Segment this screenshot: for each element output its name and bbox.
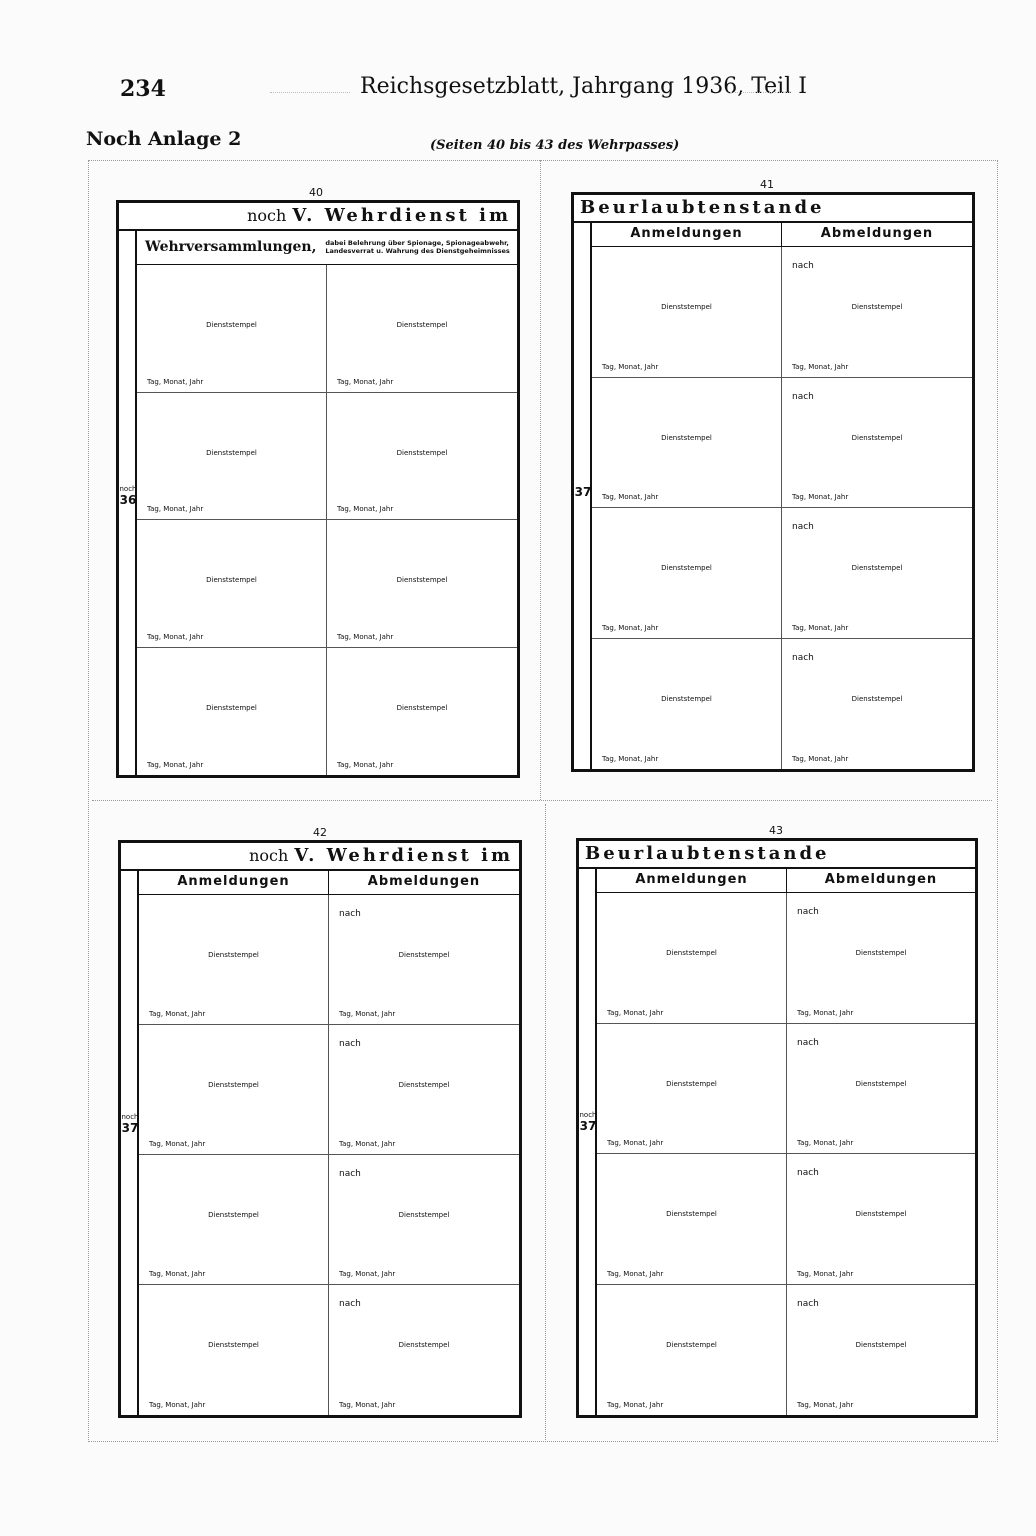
margin-small: noch	[121, 1113, 139, 1121]
dienststempel-label: Dienststempel	[208, 1211, 259, 1219]
date-label: Tag, Monat, Jahr	[337, 505, 394, 513]
form-page-41	[571, 192, 975, 772]
dienststempel-label: Dienststempel	[396, 576, 448, 584]
stamp-cell	[329, 895, 519, 1025]
date-label: Tag, Monat, Jahr	[147, 505, 204, 513]
nach-label: nach	[792, 391, 814, 402]
column-divider	[540, 160, 541, 800]
stamp-cell	[327, 648, 517, 776]
margin-column	[119, 231, 137, 775]
stamp-cell	[329, 1285, 519, 1415]
date-label: Tag, Monat, Jahr	[339, 1010, 396, 1018]
title-text: Beurlaubtenstande	[585, 843, 830, 864]
dienststempel-label: Dienststempel	[206, 703, 257, 712]
stamp-cell	[787, 893, 975, 1024]
title-text: V. Wehrdienst im	[294, 845, 513, 866]
date-label: Tag, Monat, Jahr	[149, 1270, 206, 1278]
date-label: Tag, Monat, Jahr	[339, 1270, 396, 1278]
date-label: Tag, Monat, Jahr	[797, 1139, 854, 1147]
date-label: Tag, Monat, Jahr	[607, 1008, 664, 1017]
date-label: Tag, Monat, Jahr	[147, 377, 204, 386]
col-head-abmeldungen: Abmeldungen	[782, 223, 972, 247]
form-title	[121, 843, 519, 871]
dienststempel-label: Dienststempel	[206, 321, 257, 329]
form-title	[579, 841, 975, 869]
stamp-cell	[592, 639, 782, 770]
date-label: Tag, Monat, Jahr	[607, 1269, 664, 1278]
stamp-cell	[137, 520, 327, 648]
margin-small: noch	[579, 1111, 597, 1119]
stamp-cell	[329, 1155, 519, 1285]
dienststempel-label: Dienststempel	[855, 1210, 907, 1218]
dienststempel-label: Dienststempel	[398, 951, 450, 959]
form-page-number: 43	[769, 824, 783, 837]
form-page-number: 42	[313, 826, 327, 839]
col-head-anmeldungen: Anmeldungen	[597, 869, 787, 893]
date-label: Tag, Monat, Jahr	[602, 755, 659, 763]
dienststempel-label: Dienststempel	[396, 703, 448, 712]
header-rule	[270, 92, 350, 93]
date-label: Tag, Monat, Jahr	[337, 761, 394, 769]
date-label: Tag, Monat, Jahr	[602, 493, 659, 501]
dienststempel-label: Dienststempel	[206, 448, 257, 457]
date-label: Tag, Monat, Jahr	[792, 493, 849, 501]
page-number: 234	[120, 76, 166, 102]
nach-label: nach	[339, 1169, 361, 1179]
date-label: Tag, Monat, Jahr	[607, 1401, 664, 1409]
section-label: Wehrversammlungen,	[145, 239, 317, 255]
dienststempel-label: Dienststempel	[396, 448, 448, 457]
nach-label: nach	[797, 1168, 819, 1178]
dienststempel-label: Dienststempel	[398, 1211, 450, 1219]
date-label: Tag, Monat, Jahr	[797, 1008, 854, 1017]
margin-number: 36	[119, 493, 137, 507]
date-label: Tag, Monat, Jahr	[149, 1401, 206, 1409]
col-head-anmeldungen: Anmeldungen	[139, 871, 329, 895]
section-note	[325, 239, 509, 255]
nach-label: nach	[792, 261, 814, 271]
annex-label: Noch Anlage 2	[86, 128, 242, 150]
dienststempel-label: Dienststempel	[851, 694, 903, 703]
margin-column	[574, 223, 592, 769]
stamp-cell	[597, 1024, 787, 1155]
dienststempel-label: Dienststempel	[855, 949, 907, 957]
margin-column	[121, 871, 139, 1415]
stamp-cell	[787, 1285, 975, 1416]
date-label: Tag, Monat, Jahr	[602, 362, 659, 371]
stamp-cell	[597, 1285, 787, 1416]
stamp-cell	[327, 265, 517, 393]
nach-label: nach	[339, 1299, 361, 1309]
dienststempel-label: Dienststempel	[855, 1340, 907, 1349]
date-label: Tag, Monat, Jahr	[797, 1401, 854, 1409]
margin-small: noch	[119, 485, 137, 493]
title-lead: noch	[247, 206, 287, 225]
dienststempel-label: Dienststempel	[208, 951, 259, 959]
stamp-cell	[787, 1024, 975, 1155]
stamp-cell	[139, 1025, 329, 1155]
margin-label	[574, 485, 592, 499]
nach-label: nach	[797, 907, 819, 917]
stamp-cell	[597, 893, 787, 1024]
section-note-line: Landesverrat u. Wahrung des Dienstgeheimnisses	[325, 247, 510, 255]
column-divider	[545, 804, 546, 1440]
dienststempel-label: Dienststempel	[661, 303, 712, 311]
stamp-cell	[137, 393, 327, 521]
stamp-cell	[592, 378, 782, 509]
stamp-cell	[139, 1155, 329, 1285]
dienststempel-label: Dienststempel	[851, 433, 903, 442]
form-title	[119, 203, 517, 231]
pages-note: (Seiten 40 bis 43 des Wehrpasses)	[430, 138, 680, 153]
dienststempel-label: Dienststempel	[206, 576, 257, 584]
date-label: Tag, Monat, Jahr	[337, 377, 394, 386]
date-label: Tag, Monat, Jahr	[147, 761, 204, 769]
margin-label	[119, 485, 137, 507]
date-label: Tag, Monat, Jahr	[339, 1140, 396, 1148]
stamp-cell	[787, 1154, 975, 1285]
dienststempel-label: Dienststempel	[661, 433, 712, 442]
form-page-42	[118, 840, 522, 1418]
dienststempel-label: Dienststempel	[851, 303, 903, 311]
margin-label	[579, 1111, 597, 1133]
nach-label: nach	[797, 1298, 819, 1309]
date-label: Tag, Monat, Jahr	[337, 632, 394, 641]
dienststempel-label: Dienststempel	[398, 1081, 450, 1089]
dienststempel-label: Dienststempel	[666, 949, 717, 957]
form-page-40	[116, 200, 520, 778]
dienststempel-label: Dienststempel	[661, 564, 712, 572]
dienststempel-label: Dienststempel	[208, 1081, 259, 1089]
nach-label: nach	[339, 909, 361, 919]
margin-column	[579, 869, 597, 1415]
nach-label: nach	[339, 1039, 361, 1049]
nach-label: nach	[797, 1037, 819, 1048]
date-label: Tag, Monat, Jahr	[792, 755, 849, 763]
stamp-cell	[592, 247, 782, 378]
stamp-cell	[592, 508, 782, 639]
date-label: Tag, Monat, Jahr	[607, 1139, 664, 1147]
stamp-cell	[327, 520, 517, 648]
date-label: Tag, Monat, Jahr	[602, 623, 659, 632]
running-head: Reichsgesetzblatt, Jahrgang 1936, Teil I	[360, 74, 807, 99]
nach-label: nach	[792, 652, 814, 663]
stamp-cell	[329, 1025, 519, 1155]
date-label: Tag, Monat, Jahr	[797, 1269, 854, 1278]
stamp-cell	[782, 378, 972, 509]
stamp-cell	[139, 895, 329, 1025]
date-label: Tag, Monat, Jahr	[792, 362, 849, 371]
dienststempel-label: Dienststempel	[396, 321, 448, 329]
section-header	[137, 231, 517, 265]
stamp-cell	[139, 1285, 329, 1415]
stamp-cell	[137, 265, 327, 393]
date-label: Tag, Monat, Jahr	[149, 1010, 206, 1018]
dienststempel-label: Dienststempel	[855, 1079, 907, 1088]
form-page-number: 41	[760, 178, 774, 191]
dienststempel-label: Dienststempel	[666, 1340, 717, 1349]
dienststempel-label: Dienststempel	[666, 1210, 717, 1218]
margin-label	[121, 1113, 139, 1135]
stamp-cell	[782, 639, 972, 770]
form-page-number: 40	[309, 186, 323, 199]
col-head-anmeldungen: Anmeldungen	[592, 223, 782, 247]
nach-label: nach	[792, 522, 814, 532]
stamp-cell	[327, 393, 517, 521]
date-label: Tag, Monat, Jahr	[149, 1140, 206, 1148]
margin-number: 37	[579, 1119, 597, 1133]
dienststempel-label: Dienststempel	[666, 1079, 717, 1088]
dienststempel-label: Dienststempel	[661, 694, 712, 703]
stamp-cell	[782, 508, 972, 639]
dienststempel-label: Dienststempel	[398, 1341, 450, 1349]
col-head-abmeldungen: Abmeldungen	[787, 869, 975, 893]
date-label: Tag, Monat, Jahr	[147, 632, 204, 641]
title-text: Beurlaubtenstande	[580, 197, 825, 218]
section-note-line: dabei Belehrung über Spionage, Spionageabwehr,	[325, 239, 509, 247]
row-divider	[92, 800, 992, 801]
margin-number: 37	[121, 1121, 139, 1135]
form-title	[574, 195, 972, 223]
dienststempel-label: Dienststempel	[208, 1341, 259, 1349]
stamp-cell	[597, 1154, 787, 1285]
stamp-cell	[137, 648, 327, 776]
header-rule	[730, 92, 790, 93]
title-lead: noch	[249, 846, 289, 865]
title-text: V. Wehrdienst im	[292, 205, 511, 226]
date-label: Tag, Monat, Jahr	[792, 623, 849, 632]
margin-number: 37	[574, 485, 592, 499]
date-label: Tag, Monat, Jahr	[339, 1401, 396, 1409]
dienststempel-label: Dienststempel	[851, 564, 903, 572]
form-page-43	[576, 838, 978, 1418]
col-head-abmeldungen: Abmeldungen	[329, 871, 519, 895]
stamp-cell	[782, 247, 972, 378]
